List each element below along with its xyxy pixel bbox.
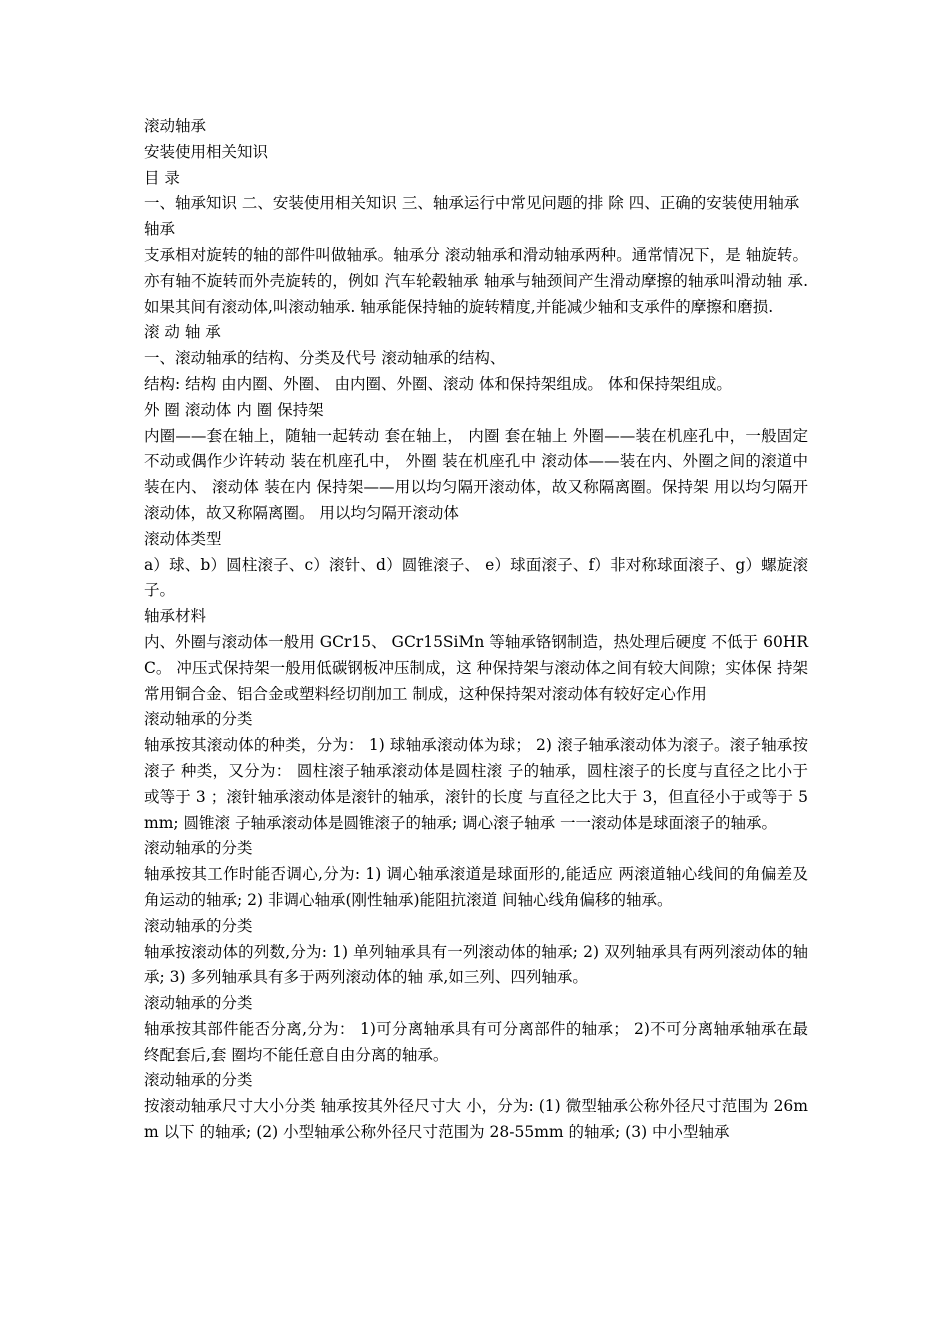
heading-material: 轴承材料 xyxy=(144,607,207,626)
document-body xyxy=(144,114,808,1146)
paragraph-roller-types: a）球、b）圆柱滚子、c）滚针、d）圆锥滚子、 e）球面滚子、f）非对称球面滚子、g）螺旋滚子。 xyxy=(144,555,808,600)
heading-structure: 一、滚动轴承的结构、分类及代号 滚动轴承的结构、 xyxy=(144,349,506,368)
heading-classification-2: 滚动轴承的分类 xyxy=(144,839,253,858)
paragraph-structure: 结构: 结构 由内圈、外圈、 由内圈、外圈、滚动 体和保持架组成。 体和保持架组成。 xyxy=(144,374,732,393)
heading-rolling-bearing: 滚 动 轴 承 xyxy=(144,323,221,342)
heading-classification-5: 滚动轴承的分类 xyxy=(144,1071,253,1090)
toc-heading: 目 录 xyxy=(144,168,180,187)
toc-items: 一、轴承知识 二、安装使用相关知识 三、轴承运行中常见问题的排 除 四、正确的安装使用轴承 xyxy=(144,194,800,213)
paragraph-classification-1: 轴承按其滚动体的种类，分为： 1) 球轴承滚动体为球； 2) 滚子轴承滚动体为滚子。滚子轴承按滚子 种类，又分为： 圆柱滚子轴承滚动体是圆柱滚 子的轴承，圆柱滚子的长度与直径之比小于或等于 3 ；滚针轴承滚动体是滚针的轴承，滚针的长度 与直径之比大于 3，但直径小于或等于 5mm; 圆锥滚 子轴承滚动体是圆锥滚子的轴承; 调心滚子轴承 一一滚动体是球面滚子的轴承。 xyxy=(144,736,808,832)
paragraph-classification-3: 轴承按滚动体的列数,分为: 1) 单列轴承具有一列滚动体的轴承; 2) 双列轴承具有两列滚动体的轴承; 3) 多列轴承具有多于两列滚动体的轴 承,如三列、四列轴承。 xyxy=(144,942,808,987)
heading-bearing: 轴承 xyxy=(144,220,176,239)
paragraph-bearing: 支承相对旋转的轴的部件叫做轴承。轴承分 滚动轴承和滑动轴承两种。通常情况下，是 轴旋转。亦有轴不旋转而外壳旋转的，例如 汽车轮毂轴承 轴承与轴颈间产生滑动摩擦的轴承叫滑动轴 承.如果其间有滚动体,叫滚动轴承. 轴承能保持轴的旋转精度,并能减少轴和支承件的摩擦和磨损. xyxy=(144,245,808,316)
parts-labels: 外 圈 滚动体 内 圈 保持架 xyxy=(144,400,324,419)
heading-classification-4: 滚动轴承的分类 xyxy=(144,994,253,1013)
heading-classification-1: 滚动轴承的分类 xyxy=(144,710,253,729)
paragraph-parts: 内圈——套在轴上，随轴一起转动 套在轴上， 内圈 套在轴上 外圈——装在机座孔中，一般固定不动或偶作少许转动 装在机座孔中， 外圈 装在机座孔中 滚动体——装在内、外圈之间的滚道中 装在内、 滚动体 装在内 保持架——用以均匀隔开滚动体，故又称隔离圈。保持架 用以均匀隔开滚动体，故又称隔离圈。 用以均匀隔开滚动体 xyxy=(144,426,808,522)
doc-subtitle: 安装使用相关知识 xyxy=(144,142,269,161)
heading-classification-3: 滚动轴承的分类 xyxy=(144,916,253,935)
paragraph-classification-5: 按滚动轴承尺寸大小分类 轴承按其外径尺寸大 小，分为: (1) 微型轴承公称外径尺寸范围为 26mm 以下 的轴承; (2) 小型轴承公称外径尺寸范围为 28-55mm 的轴承; (3) 中小型轴承 xyxy=(144,1097,808,1142)
paragraph-classification-4: 轴承按其部件能否分离,分为： 1)可分离轴承具有可分离部件的轴承； 2)不可分离轴承轴承在最终配套后,套 圈均不能任意自由分离的轴承。 xyxy=(144,1019,808,1064)
paragraph-classification-2: 轴承按其工作时能否调心,分为: 1) 调心轴承滚道是球面形的,能适应 两滚道轴心线间的角偏差及角运动的轴承; 2) 非调心轴承(刚性轴承)能阻抗滚道 间轴心线角偏移的轴承。 xyxy=(144,865,808,909)
doc-title: 滚动轴承 xyxy=(144,117,207,135)
paragraph-material: 内、外圈与滚动体一般用 GCr15、 GCr15SiMn 等轴承铬钢制造，热处理后硬度 不低于 60HRC。 冲压式保持架一般用低碳钢板冲压制成，这 种保持架与滚动体之间有较大间隙；实体保 持架常用铜合金、铝合金或塑料经切削加工 制成，这种保持架对滚动体有较好定心作用 xyxy=(144,632,808,703)
heading-roller-types: 滚动体类型 xyxy=(144,529,222,548)
